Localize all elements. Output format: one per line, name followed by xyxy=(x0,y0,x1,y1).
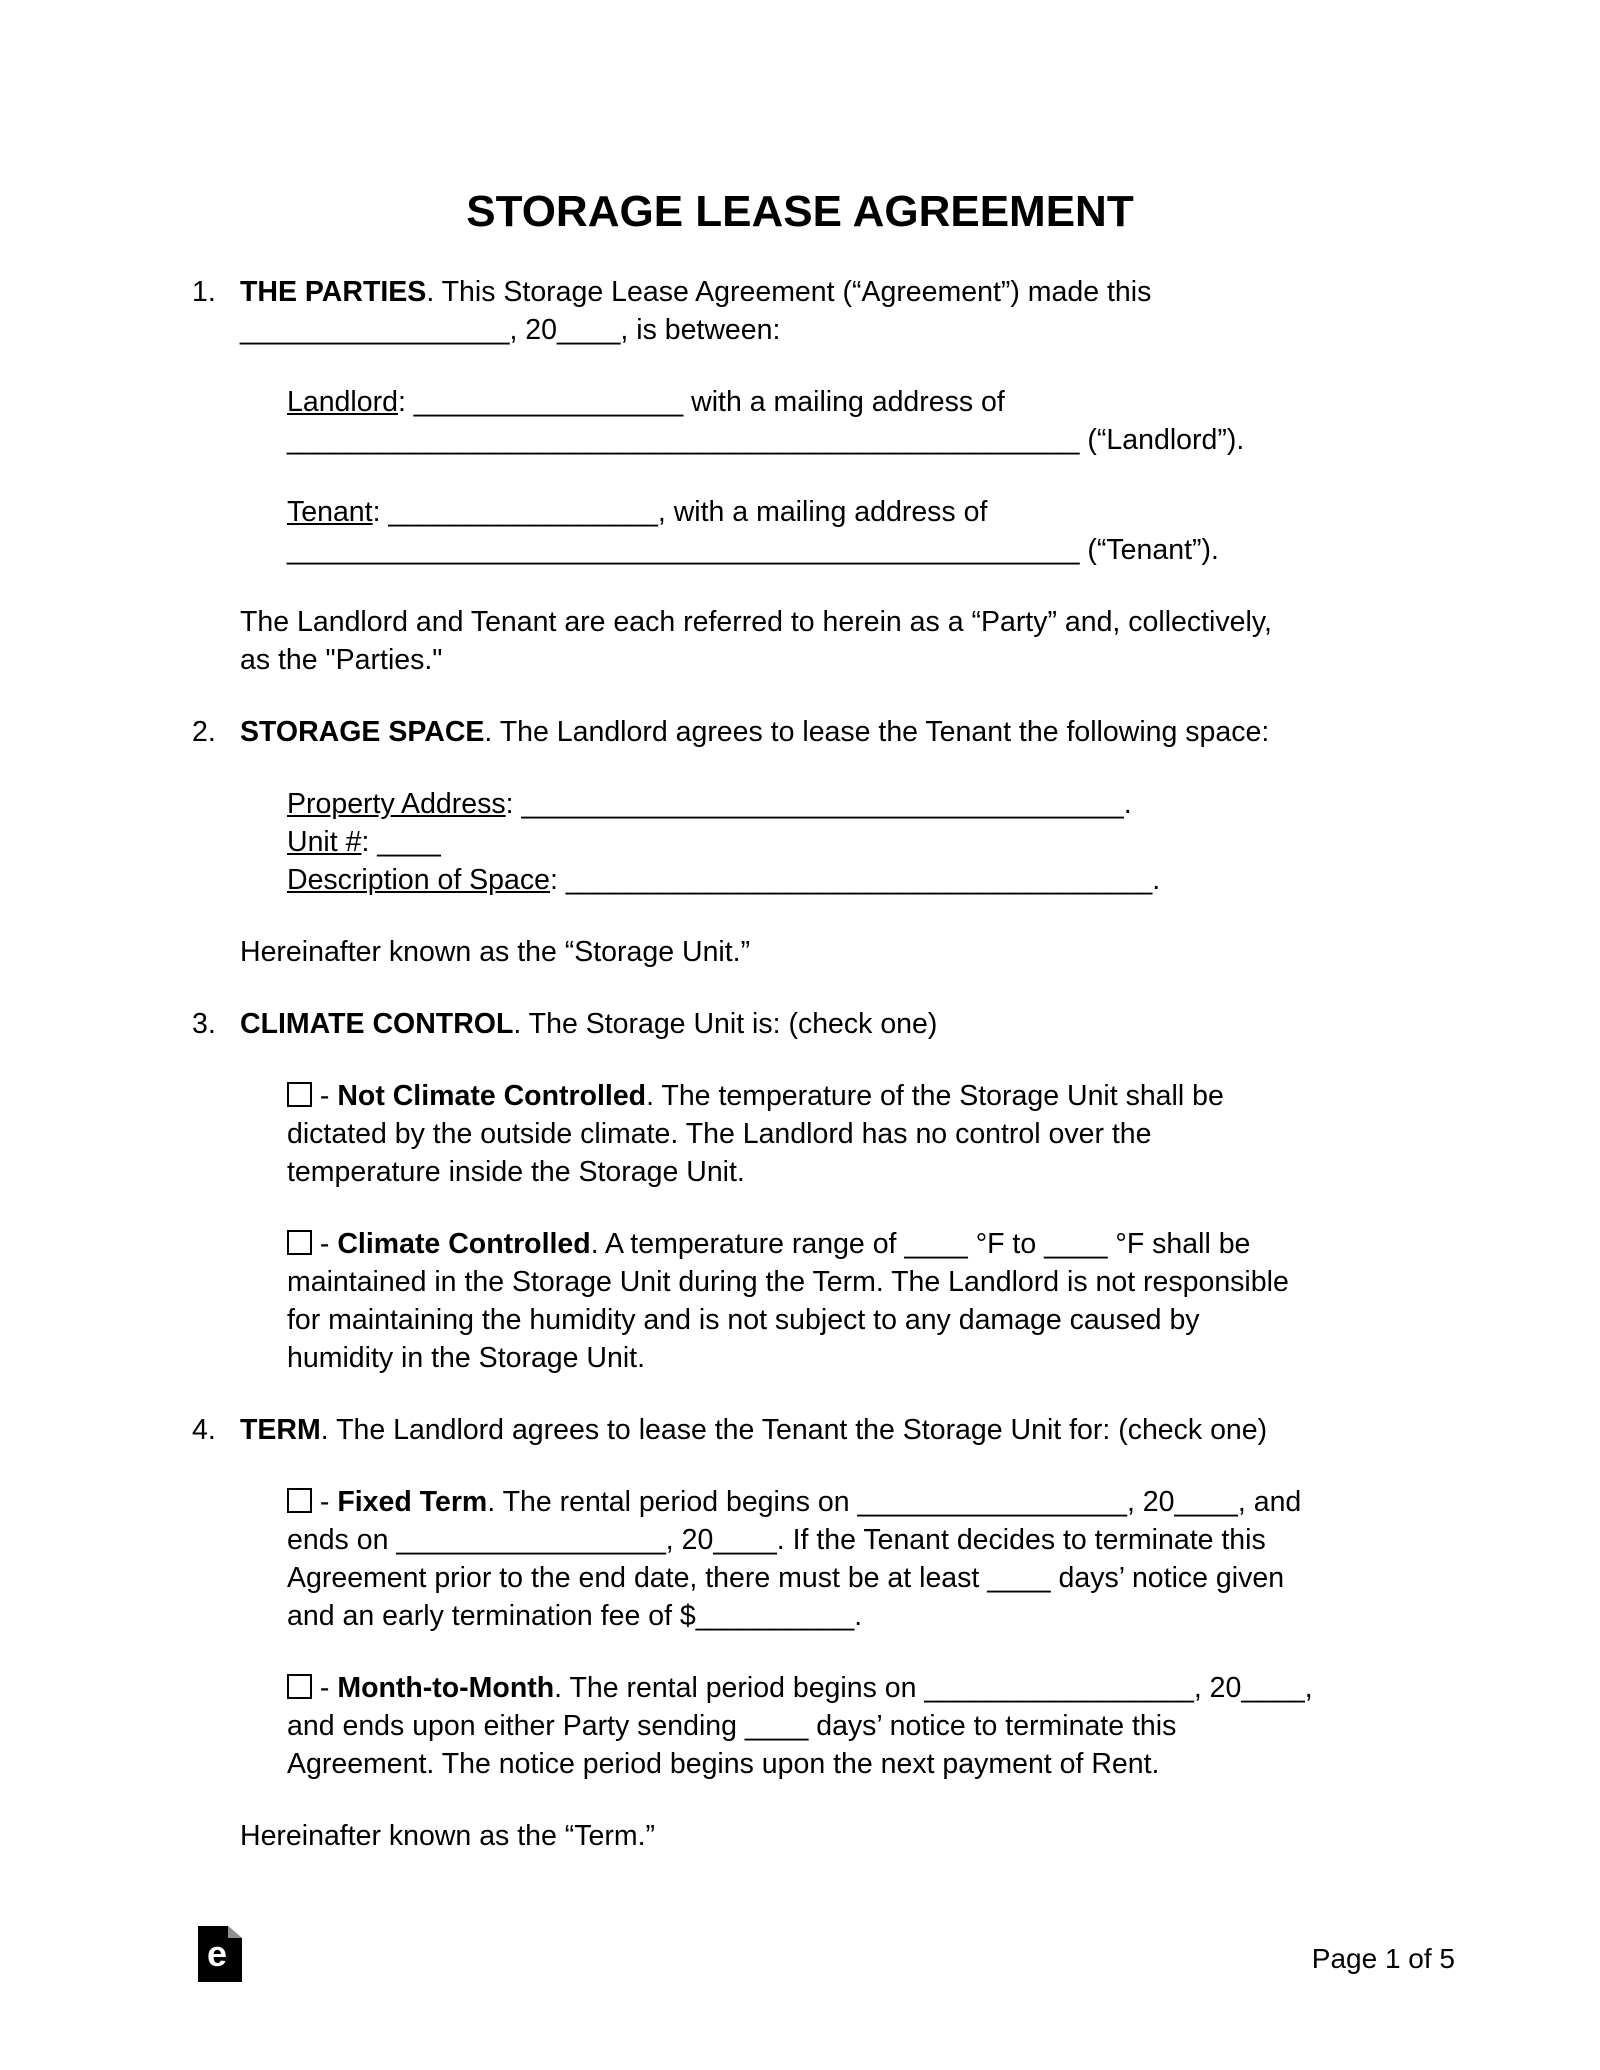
text-line xyxy=(287,531,1460,569)
plain-text: as the "Parties." xyxy=(240,644,443,676)
paragraph xyxy=(287,493,1460,569)
text-line xyxy=(287,383,1460,421)
eforms-logo-icon xyxy=(198,1926,242,1982)
text-line xyxy=(287,1707,1460,1745)
plain-text: . The Landlord agrees to lease the Tenant the following space: xyxy=(484,716,1270,748)
plain-text: Agreement prior to the end date, there must be at least ____ days’ notice given xyxy=(287,1562,1285,1594)
text-line xyxy=(240,1411,1460,1449)
plain-text: humidity in the Storage Unit. xyxy=(287,1342,646,1374)
bold-text: Not Climate Controlled xyxy=(337,1080,647,1112)
paragraph xyxy=(287,383,1460,459)
plain-text: Hereinafter known as the “Term.” xyxy=(240,1820,655,1852)
plain-text: . A temperature range of ____ °F to ____ °F shall be xyxy=(590,1228,1251,1260)
section-number: 4. xyxy=(192,1414,216,1446)
section-body xyxy=(240,1411,1460,1889)
text-line xyxy=(287,785,1460,823)
plain-text: : _____________________________________. xyxy=(549,864,1161,896)
text-line xyxy=(287,1153,1460,1191)
plain-text: . The Landlord agrees to lease the Tenant the Storage Unit for: (check one) xyxy=(320,1414,1268,1446)
text-line xyxy=(287,1225,1460,1263)
plain-text: : ____ xyxy=(361,826,441,858)
plain-text: Hereinafter known as the “Storage Unit.” xyxy=(240,936,751,968)
text-line xyxy=(240,1005,1460,1043)
bold-text: STORAGE SPACE xyxy=(240,716,485,748)
text-line xyxy=(287,1339,1460,1377)
plain-text: __________________________________________________ (“Tenant”). xyxy=(287,534,1219,566)
bold-text: CLIMATE CONTROL xyxy=(240,1008,514,1040)
paragraph xyxy=(287,785,1460,899)
bold-text: TERM xyxy=(240,1414,321,1446)
plain-text: - xyxy=(312,1228,338,1260)
section-body xyxy=(240,273,1460,713)
text-line xyxy=(287,493,1460,531)
bold-text: THE PARTIES xyxy=(240,276,427,308)
plain-text: . This Storage Lease Agreement (“Agreement”) made this xyxy=(426,276,1152,308)
plain-text: : _________________ with a mailing address of xyxy=(397,386,1005,418)
plain-text: - xyxy=(312,1672,338,1704)
plain-text: Agreement. The notice period begins upon the next payment of Rent. xyxy=(287,1748,1160,1780)
eforms-logo xyxy=(198,1926,242,1992)
plain-text: The Landlord and Tenant are each referred to herein as a “Party” and, collectively, xyxy=(240,606,1272,638)
text-line xyxy=(287,1263,1460,1301)
plain-text: __________________________________________________ (“Landlord”). xyxy=(287,424,1245,456)
paragraph xyxy=(240,1817,1460,1855)
section-2 xyxy=(192,713,1460,1005)
section-1 xyxy=(192,273,1460,713)
bold-text: Month-to-Month xyxy=(337,1672,555,1704)
plain-text: - xyxy=(312,1080,338,1112)
plain-text: : ______________________________________. xyxy=(505,788,1132,820)
checkbox-icon[interactable] xyxy=(287,1082,312,1107)
text-line xyxy=(240,273,1460,311)
plain-text: . The temperature of the Storage Unit shall be xyxy=(646,1080,1224,1112)
paragraph xyxy=(240,933,1460,971)
plain-text: maintained in the Storage Unit during the Term. The Landlord is not responsible xyxy=(287,1266,1289,1298)
section-number: 3. xyxy=(192,1008,216,1040)
document-sections xyxy=(0,273,1600,1889)
field-label: Description of Space xyxy=(287,864,550,896)
text-line xyxy=(240,641,1460,679)
text-line xyxy=(240,311,1460,349)
section-number: 2. xyxy=(192,716,216,748)
field-label: Tenant xyxy=(287,496,373,528)
text-line xyxy=(240,603,1460,641)
plain-text: . The rental period begins on _________________, 20____, and xyxy=(487,1486,1302,1518)
paragraph xyxy=(240,1411,1460,1449)
field-label: Unit # xyxy=(287,826,362,858)
field-label: Landlord xyxy=(287,386,398,418)
bold-text: Fixed Term xyxy=(337,1486,488,1518)
eforms-logo-letter: e xyxy=(206,1933,228,1974)
text-line xyxy=(287,1669,1460,1707)
paragraph xyxy=(240,273,1460,349)
paragraph xyxy=(240,1005,1460,1043)
plain-text: temperature inside the Storage Unit. xyxy=(287,1156,745,1188)
text-line xyxy=(287,1521,1460,1559)
text-line xyxy=(287,823,1460,861)
plain-text: and ends upon either Party sending ____ days’ notice to terminate this xyxy=(287,1710,1177,1742)
page-title: STORAGE LEASE AGREEMENT xyxy=(466,187,1134,236)
section-number: 1. xyxy=(192,276,216,308)
paragraph xyxy=(240,713,1460,751)
plain-text: dictated by the outside climate. The Landlord has no control over the xyxy=(287,1118,1152,1150)
plain-text: : _________________, with a mailing address of xyxy=(372,496,988,528)
section-body xyxy=(240,1005,1460,1411)
plain-text: . The Storage Unit is: (check one) xyxy=(513,1008,938,1040)
checkbox-icon[interactable] xyxy=(287,1674,312,1699)
paragraph xyxy=(240,603,1460,679)
text-line xyxy=(287,1559,1460,1597)
checkbox-icon[interactable] xyxy=(287,1230,312,1255)
text-line xyxy=(287,1077,1460,1115)
plain-text: and an early termination fee of $__________. xyxy=(287,1600,863,1632)
plain-text: for maintaining the humidity and is not subject to any damage caused by xyxy=(287,1304,1200,1336)
text-line xyxy=(287,1597,1460,1635)
text-line xyxy=(240,713,1460,751)
text-line xyxy=(287,1115,1460,1153)
text-line xyxy=(287,861,1460,899)
paragraph xyxy=(287,1225,1460,1377)
field-label: Property Address xyxy=(287,788,506,820)
text-line xyxy=(287,421,1460,459)
paragraph xyxy=(287,1669,1460,1783)
plain-text: ends on _________________, 20____. If the Tenant decides to terminate this xyxy=(287,1524,1266,1556)
bold-text: Climate Controlled xyxy=(337,1228,591,1260)
page-number: Page 1 of 5 xyxy=(1311,1943,1455,1974)
text-line xyxy=(287,1745,1460,1783)
text-line xyxy=(240,1817,1460,1855)
text-line xyxy=(287,1483,1460,1521)
plain-text: . The rental period begins on _________________, 20____, xyxy=(554,1672,1313,1704)
text-line xyxy=(287,1301,1460,1339)
section-3 xyxy=(192,1005,1460,1411)
paragraph xyxy=(287,1483,1460,1635)
section-4 xyxy=(192,1411,1460,1889)
section-body xyxy=(240,713,1460,1005)
plain-text: _________________, 20____, is between: xyxy=(240,314,781,346)
text-line xyxy=(240,933,1460,971)
plain-text: - xyxy=(312,1486,338,1518)
paragraph xyxy=(287,1077,1460,1191)
checkbox-icon[interactable] xyxy=(287,1488,312,1513)
